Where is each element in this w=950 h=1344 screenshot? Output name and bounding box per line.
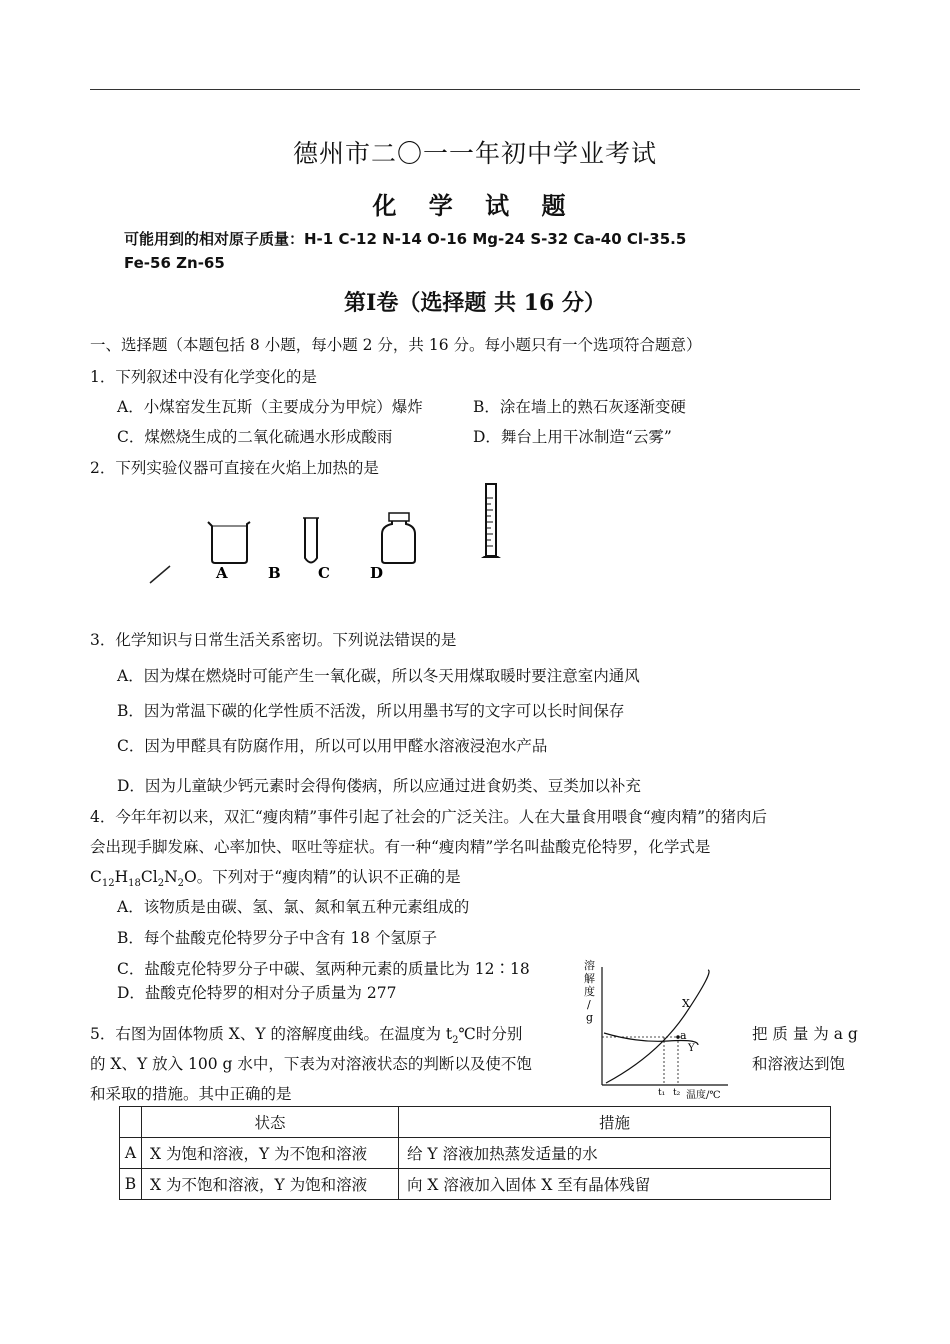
table-cell: X 为饱和溶液，Y 为不饱和溶液: [142, 1138, 399, 1169]
beaker-icon: [208, 522, 250, 563]
q4-line1: 4．今年年初以来，双汇“瘦肉精”事件引起了社会的广泛关注。人在大量食用喂食“瘦肉精”的猪肉后: [90, 808, 768, 826]
q1-option-b: B．涂在墙上的熟石灰逐渐变硬: [473, 398, 686, 416]
tick-t1: t₁: [658, 1088, 666, 1098]
q4-line3: $C_{12}H_{18}Cl_2N_2O$。下列对于“瘦肉精”的认识不正确的是: [90, 868, 461, 890]
q5-line3: 和采取的措施。其中正确的是: [90, 1085, 292, 1103]
table-header-cell: 措施: [399, 1107, 831, 1138]
q1-option-c: C．煤燃烧生成的二氧化硫遇水形成酸雨: [117, 428, 393, 446]
atomic-mass-line1: 可能用到的相对原子质量：H-1 C-12 N-14 O-16 Mg-24 S-32 Ca-40 Cl-35.5: [124, 230, 687, 248]
q1-stem: 1．下列叙述中没有化学变化的是: [90, 368, 317, 386]
table-cell: 向 X 溶液加入固体 X 至有晶体残留: [399, 1169, 831, 1200]
table-cell: X 为不饱和溶液，Y 为饱和溶液: [142, 1169, 399, 1200]
q2-label-a: A: [216, 564, 228, 582]
test-tube-icon: [303, 518, 319, 563]
q1-option-a: A．小煤窑发生瓦斯（主要成分为甲烷）爆炸: [117, 398, 423, 416]
q4-line2: 会出现手脚发麻、心率加快、呕吐等症状。有一种“瘦肉精”学名叫盐酸克伦特罗，化学式是: [90, 838, 711, 856]
xlabel: 温度/℃: [686, 1090, 721, 1101]
q2-apparatus-figure: [140, 478, 520, 588]
q3-option-a: A．因为煤在燃烧时可能产生一氧化碳，所以冬天用煤取暖时要注意室内通风: [117, 667, 640, 685]
table-header-cell: 状态: [142, 1107, 399, 1138]
reagent-bottle-icon: [382, 513, 415, 563]
tick-t2: t₂: [673, 1088, 681, 1098]
q3-stem: 3．化学知识与日常生活关系密切。下列说法错误的是: [90, 631, 457, 649]
table-header-row: [120, 1107, 831, 1138]
q5-line1-right: 把 质 量 为 a g: [752, 1025, 858, 1043]
ylabel-char-5: g: [586, 1011, 594, 1024]
table-cell: 给 Y 溶液加热蒸发适量的水: [399, 1138, 831, 1169]
formula: $C_{12}H_{18}Cl_2N_2O$: [90, 868, 197, 890]
q1-option-d: D．舞台上用干冰制造“云雾”: [473, 428, 672, 446]
table-header-cell: [120, 1107, 142, 1138]
q3-option-c: C．因为甲醛具有防腐作用，所以可以用甲醛水溶液浸泡水产品: [117, 737, 548, 755]
q5-line2-left: 的 X、Y 放入 100 g 水中，下表为对溶液状态的判断以及使不饱: [90, 1055, 532, 1073]
section-heading: 一、选择题（本题包括 8 小题，每小题 2 分，共 16 分。每小题只有一个选项符合题意）: [90, 336, 702, 354]
table-row: [120, 1169, 831, 1200]
label-y: Y: [688, 1043, 695, 1054]
figure-stroke: [150, 566, 170, 583]
graduated-cylinder-icon: [481, 484, 501, 558]
ylabel-char-4: /: [587, 998, 591, 1011]
table-cell: B: [120, 1169, 142, 1200]
table-cell: A: [120, 1138, 142, 1169]
top-rule: [90, 89, 860, 90]
exam-title: 德州市二〇一一年初中学业考试: [292, 139, 657, 168]
q4-option-d: D．盐酸克伦特罗的相对分子质量为 277: [117, 984, 397, 1002]
label-a: a: [680, 1029, 687, 1042]
q4-option-b: B．每个盐酸克伦特罗分子中含有 18 个氢原子: [117, 929, 437, 947]
q4-option-a: A．该物质是由碳、氢、氯、氮和氧五种元素组成的: [117, 898, 470, 916]
label-x: X: [682, 997, 690, 1010]
q4-option-c: C．盐酸克伦特罗分子中碳、氢两种元素的质量比为 12∶18: [117, 960, 530, 978]
q2-label-d: D: [370, 564, 384, 582]
table-row: [120, 1138, 831, 1169]
q3-option-b: B．因为常温下碳的化学性质不活泼，所以用墨书写的文字可以长时间保存: [117, 702, 625, 720]
q5-table: [119, 1106, 831, 1200]
q2-stem: 2．下列实验仪器可直接在火焰上加热的是: [90, 459, 379, 477]
q5-line1-left: 5．右图为固体物质 X、Y 的溶解度曲线。在温度为 $t_2℃$时分别: [90, 1025, 523, 1047]
ylabel-char-1: 溶: [584, 959, 595, 972]
curve-x: [606, 970, 709, 1083]
ylabel-char-2: 解: [584, 972, 595, 985]
exam-subtitle: 化 学 试 题: [372, 191, 578, 220]
q3-option-d: D．因为儿童缺少钙元素时会得佝偻病，所以应通过进食奶类、豆类加以补充: [117, 777, 641, 795]
q5-line2-right: 和溶液达到饱: [752, 1055, 846, 1073]
part1-title: 第Ⅰ卷（选择题 共 16 分）: [344, 290, 606, 316]
solubility-chart: [578, 955, 738, 1103]
ylabel-char-3: 度: [584, 985, 595, 998]
q2-label-c: C: [318, 564, 330, 582]
q2-label-b: B: [268, 564, 281, 582]
atomic-mass-line2: Fe-56 Zn-65: [124, 254, 225, 272]
